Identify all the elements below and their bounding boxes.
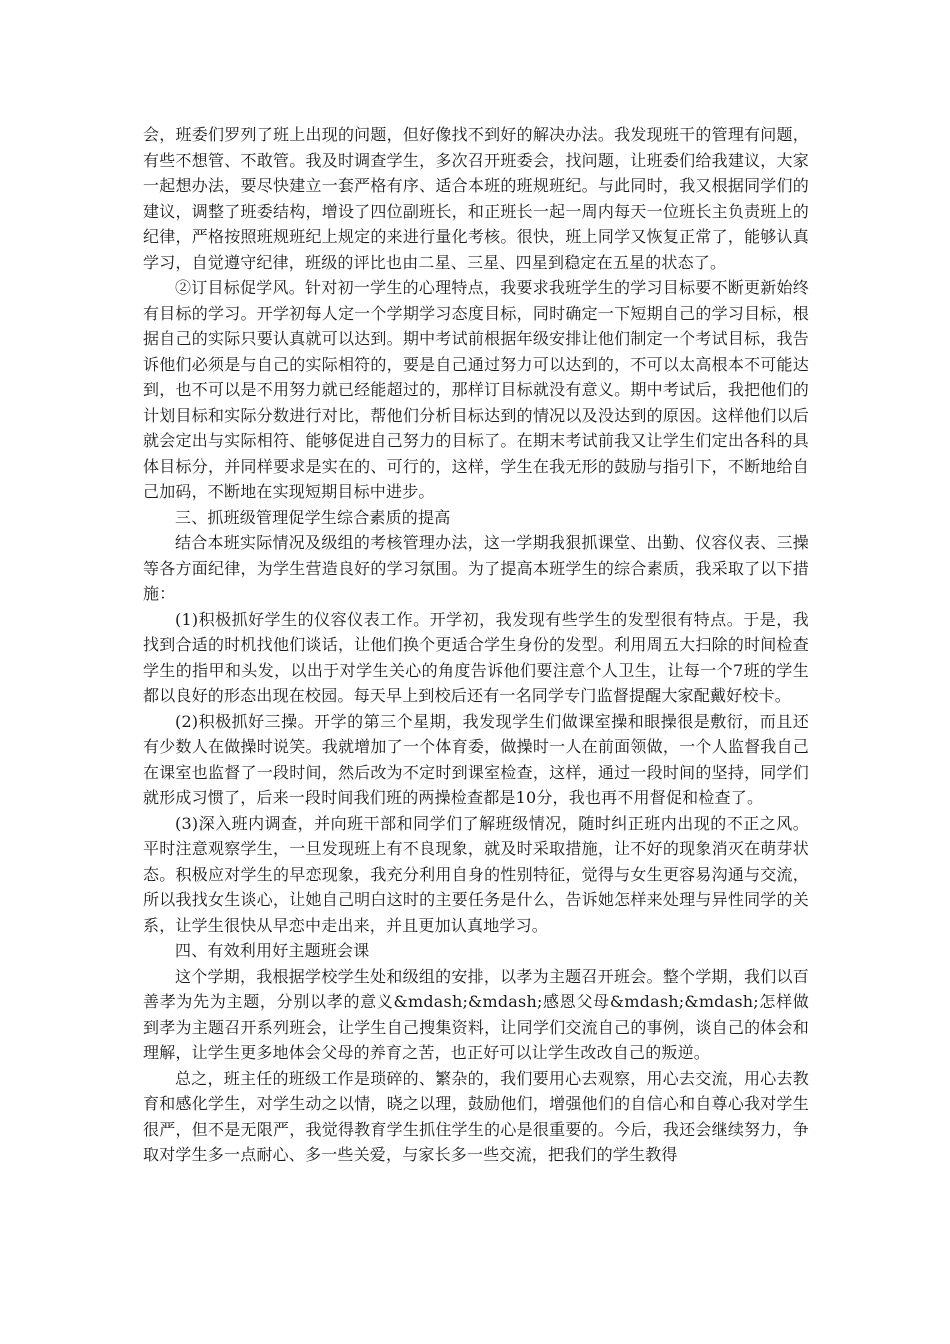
paragraph-measure-2: (2)积极抓好三操。开学的第三个星期，我发现学生们做课室操和眼操很是敷衍，而且还有少数人在做操时说笑。我就增加了一个体育委，做操时一人在前面领做，一个人监督我自己在课室也监督了一段时间，然后改为不定时到课室检查，这样，通过一段时间的坚持，同学们就形成习惯了，后来一段时间我们班的两操检查都是10分，我也再不用督促和检查了。 <box>143 711 809 807</box>
section-heading-4: 四、有效利用好主题班会课 <box>175 941 370 960</box>
paragraph-theme-meeting: 这个学期，我根据学校学生处和级组的安排，以孝为主题召开班会。整个学期，我们以百善孝为先为主题，分别以孝的意义&mdash;&mdash;感恩父母&mdash;&mdash;怎样做到孝为主题召开系列班会，让学生自己搜集资料，让同学们交流自己的事例，谈自己的体会和理解，让学生更多地体会父母的养育之苦，也正好可以让学生改改自己的叛逆。 <box>143 966 809 1062</box>
paragraph-class-committee: 会，班委们罗列了班上出现的问题，但好像找不到好的解决办法。我发现班干的管理有问题，有些不想管、不敢管。我及时调查学生，多次召开班委会，找问题，让班委们给我建议，大家一起想办法，要尽快建立一套严格有序、适合本班的班规班纪。与此同时，我又根据同学们的建议，调整了班委结构，增设了四位副班长，和正班长一起一周内每天一位班长主负责班上的纪律，严格按照班规班纪上规定的来进行量化考核。很快，班上同学又恢复正常了，能够认真学习，自觉遵守纪律，班级的评比也由二星、三星、四星到稳定在五星的状态了。 <box>143 125 809 272</box>
paragraph-measure-3: (3)深入班内调查，并向班干部和同学们了解班级情况，随时纠正班内出现的不正之风。平时注意观察学生，一旦发现班上有不良现象，就及时采取措施，让不好的现象消灭在萌芽状态。积极应对学生的早恋现象，我充分利用自身的性别特征，觉得与女生更容易沟通与交流，所以我找女生谈心，让她自己明白这时的主要任务是什么，告诉她怎样来处理与异性同学的关系，让学生很快从早恋中走出来，并且更加认真地学习。 <box>143 813 809 935</box>
paragraph-measure-1: (1)积极抓好学生的仪容仪表工作。开学初，我发现有些学生的发型很有特点。于是，我找到合适的时机找他们谈话，让他们换个更适合学生身份的发型。利用周五大扫除的时间检查学生的指甲和头发，以出于对学生关心的角度告诉他们要注意个人卫生，让每一个7班的学生都以良好的形态出现在校园。每天早上到校后还有一名同学专门监督提醒大家配戴好校卡。 <box>143 609 809 705</box>
paragraph-set-goals: ②订目标促学风。针对初一学生的心理特点，我要求我班学生的学习目标要不断更新始终有目标的学习。开学初每人定一个学期学习态度目标，同时确定一下短期自己的学习目标，根据自己的实际只要认真就可以达到。期中考试前根据年级安排让他们制定一个考试目标，我告诉他们必须是与自己的实际相符的，要是自己通过努力可以达到的，不可以太高根本不可能达到，也不可以是不用努力就已经能超过的，那样订目标就没有意义。期中考试后，我把他们的计划目标和实际分数进行对比，帮他们分析目标达到的情况以及没达到的原因。这样他们以后就会定出与实际相符、能够促进自己努力的目标了。在期末考试前我又让学生们定出各科的具体目标分，并同样要求是实在的、可行的，这样，学生在我无形的鼓励与指引下，不断地给自己加码，不断地在实现短期目标中进步。 <box>143 278 809 501</box>
paragraph-conclusion: 总之，班主任的班级工作是琐碎的、繁杂的，我们要用心去观察，用心去交流，用心去教育和感化学生，对学生动之以情，晓之以理，鼓励他们，增强他们的自信心和自尊心我对学生很严，但不是无限严，我觉得教育学生抓住学生的心是很重要的。今后，我还会继续努力，争取对学生多一点耐心、多一些关爱，与家长多一些交流，把我们的学生教得 <box>143 1068 809 1164</box>
section-heading-3: 三、抓班级管理促学生综合素质的提高 <box>175 507 451 527</box>
document-body <box>143 122 809 1168</box>
paragraph-measures-intro: 结合本班实际情况及级组的考核管理办法，这一学期我狠抓课堂、出勤、仪容仪表、三操等各方面纪律，为学生营造良好的学习氛围。为了提高本班学生的综合素质，我采取了以下措施： <box>143 533 809 603</box>
